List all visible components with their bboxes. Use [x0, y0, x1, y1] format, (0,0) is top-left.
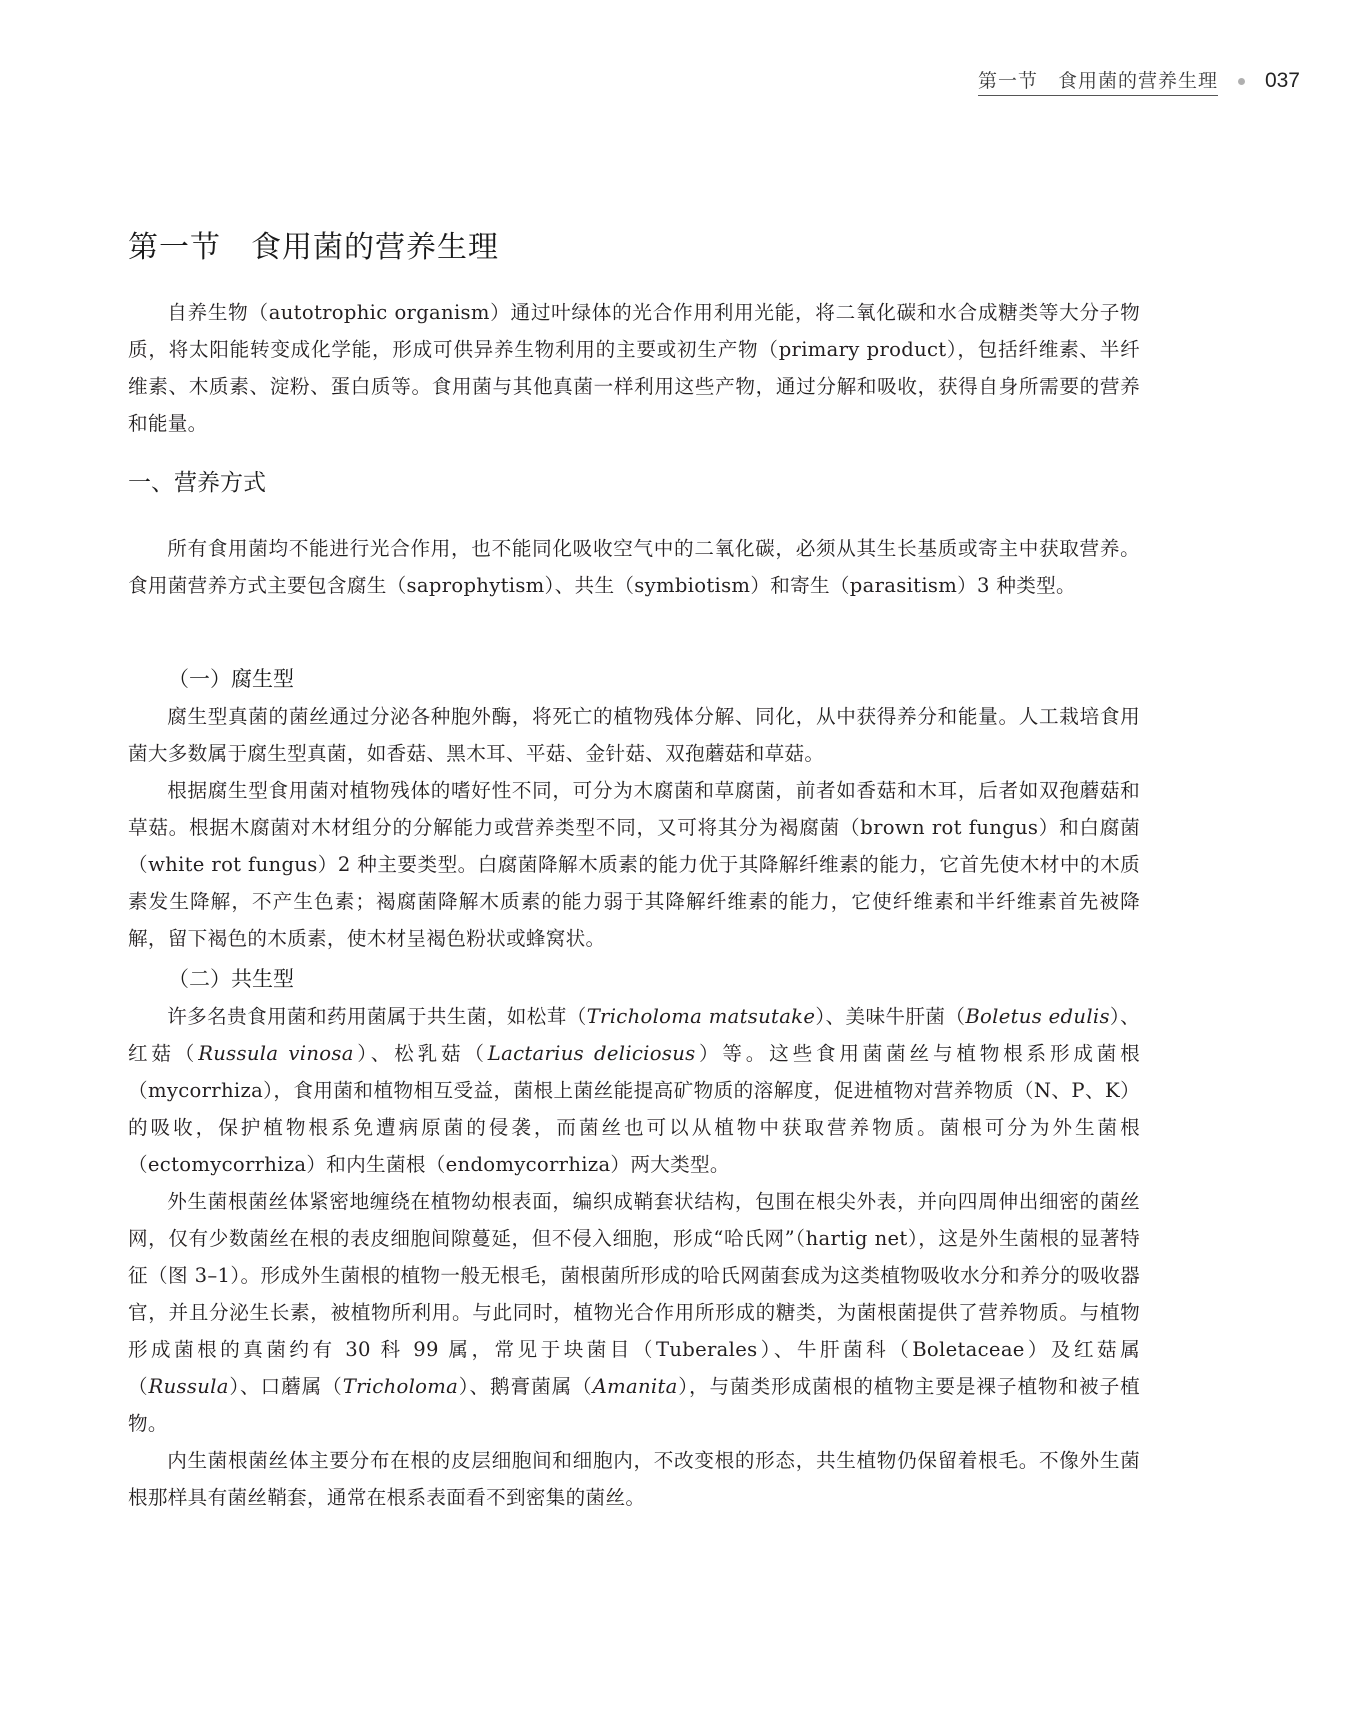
symbiotic-paragraph-2: 外生菌根菌丝体紧密地缠绕在植物幼根表面，编织成鞘套状结构，包围在根尖外表，并向四周伸出细密的菌丝网，仅有少数菌丝在根的表皮细胞间隙蔓延，但不侵入细胞，形成“哈氏网”（hartig net），这是外生菌根的显著特征（图 3–1）。形成外生菌根的植物一般无根毛，菌根菌所形成的哈氏网菌套成为这类植物吸收水分和养分的吸收器官，并且分泌生长素，被植物所利用。与此同时，植物光合作用所形成的糖类，为菌根菌提供了营养物质。与植物形成菌根的真菌约有 30 科 99 属，常见于块菌目（Tuberales）、牛肝菌科（Boletaceae）及红菇属（Russula）、口蘑属（Tricholoma）、鹅膏菌属（Amanita），与菌类形成菌根的植物主要是裸子植物和被子植物。 [128, 1190, 1140, 1435]
page-number: 037 [1264, 69, 1300, 92]
section-number: 第一节 [128, 230, 221, 265]
running-title: 第一节 食用菌的营养生理 [978, 66, 1218, 96]
running-header [978, 66, 1300, 96]
species-name: Boletus edulis [965, 1005, 1110, 1028]
genus-name: Russula [148, 1375, 229, 1398]
symbiotic-block [128, 961, 1140, 1516]
saprophytic-heading: （一）腐生型 [168, 667, 294, 691]
species-name: Russula vinosa [198, 1042, 354, 1065]
section-title [128, 222, 499, 266]
symbiotic-heading: （二）共生型 [168, 967, 294, 991]
saprophytic-paragraph-1: 腐生型真菌的菌丝通过分泌各种胞外酶，将死亡的植物残体分解、同化，从中获得养分和能量。人工栽培食用菌大多数属于腐生型真菌，如香菇、黑木耳、平菇、金针菇、双孢蘑菇和草菇。 [128, 705, 1140, 765]
symbiotic-paragraph-1: 许多名贵食用菌和药用菌属于共生菌，如松茸（Tricholoma matsutake）、美味牛肝菌（Boletus edulis）、红菇（Russula vinosa）、松乳菇（Lactarius deliciosus）等。这些食用菌菌丝与植物根系形成菌根（mycorrhiza），食用菌和植物相互受益，菌根上菌丝能提高矿物质的溶解度，促进植物对营养物质（N、P、K）的吸收，保护植物根系免遭病原菌的侵袭，而菌丝也可以从植物中获取营养物质。菌根可分为外生菌根（ectomycorrhiza）和内生菌根（endomycorrhiza）两大类型。 [128, 1005, 1141, 1176]
saprophytic-block [128, 661, 1140, 957]
bullet-dot-icon [1238, 78, 1245, 85]
intro-paragraph: 自养生物（autotrophic organism）通过叶绿体的光合作用利用光能，将二氧化碳和水合成糖类等大分子物质，将太阳能转变成化学能，形成可供异养生物利用的主要或初生产物（primary product），包括纤维素、半纤维素、木质素、淀粉、蛋白质等。食用菌与其他真菌一样利用这些产物，通过分解和吸收，获得自身所需要的营养和能量。 [128, 301, 1140, 435]
species-name: Tricholoma matsutake [586, 1005, 816, 1028]
intro-block [128, 294, 1140, 442]
species-name: Lactarius deliciosus [487, 1042, 696, 1065]
subsection-nutrition-mode [128, 464, 1140, 497]
saprophytic-paragraph-2: 根据腐生型食用菌对植物残体的嗜好性不同，可分为木腐菌和草腐菌，前者如香菇和木耳，后者如双孢蘑菇和草菇。根据木腐菌对木材组分的分解能力或营养类型不同，又可将其分为褐腐菌（brown rot fungus）和白腐菌（white rot fungus）2 种主要类型。白腐菌降解木质素的能力优于其降解纤维素的能力，它首先使木材中的木质素发生降解，不产生色素；褐腐菌降解木质素的能力弱于其降解纤维素的能力，它使纤维素和半纤维素首先被降解，留下褐色的木质素，使木材呈褐色粉状或蜂窝状。 [128, 779, 1140, 950]
genus-name: Amanita [592, 1375, 678, 1398]
subsection-heading: 一、营养方式 [128, 470, 266, 496]
section-title-text: 食用菌的营养生理 [251, 230, 499, 265]
nutrition-mode-paragraph: 所有食用菌均不能进行光合作用，也不能同化吸收空气中的二氧化碳，必须从其生长基质或寄主中获取营养。食用菌营养方式主要包含腐生（saprophytism）、共生（symbiotism）和寄生（parasitism）3 种类型。 [128, 537, 1140, 597]
nutrition-mode-block [128, 530, 1140, 604]
genus-name: Tricholoma [342, 1375, 459, 1398]
symbiotic-paragraph-3: 内生菌根菌丝体主要分布在根的皮层细胞间和细胞内，不改变根的形态，共生植物仍保留着根毛。不像外生菌根那样具有菌丝鞘套，通常在根系表面看不到密集的菌丝。 [128, 1449, 1140, 1509]
